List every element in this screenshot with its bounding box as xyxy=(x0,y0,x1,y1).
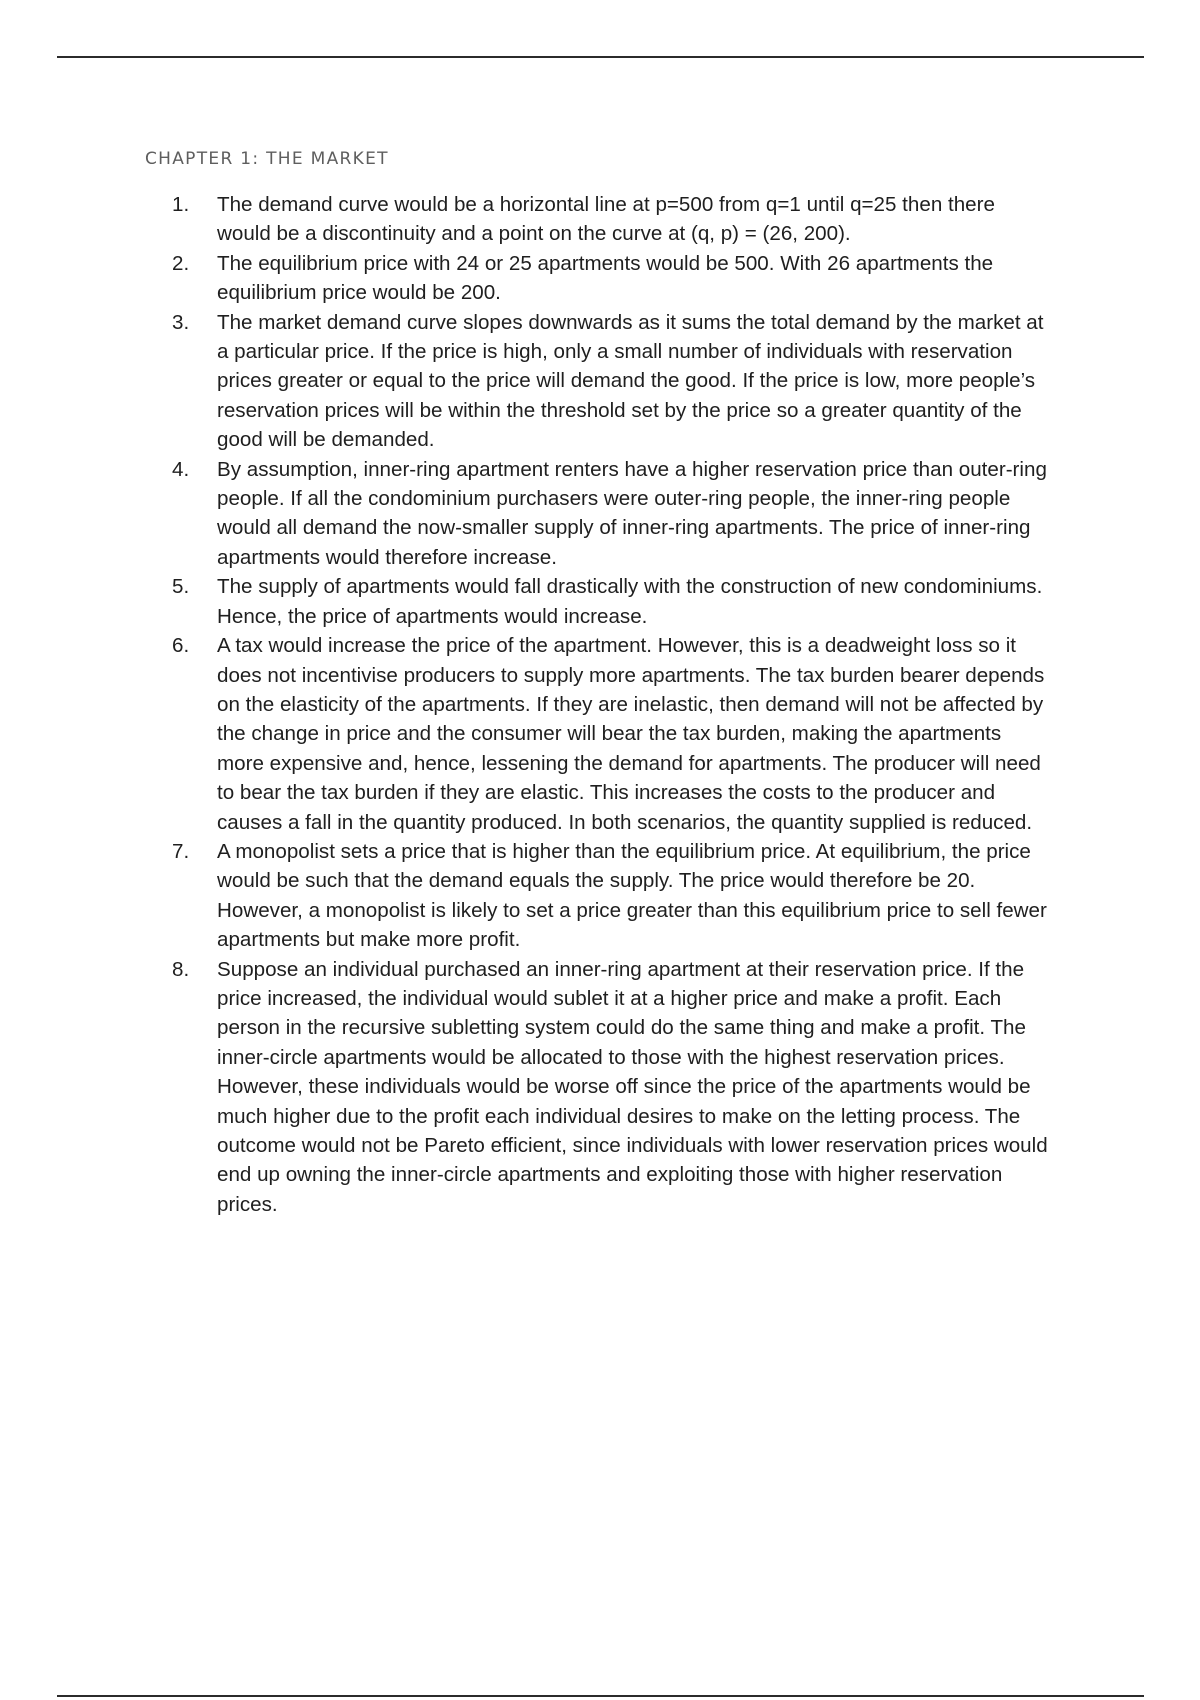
answer-item-7 xyxy=(172,837,1052,955)
answer-item-4 xyxy=(172,455,1052,573)
item-text: The demand curve would be a horizontal line at p=500 from q=1 until q=25 then there would be a discontinuity and a point on the curve at (q, p) = (26, 200). xyxy=(217,193,995,246)
item-text: A tax would increase the price of the apartment. However, this is a deadweight loss so it does not incentivise producers to supply more apartments. The tax burden bearer depends on the elasticity of the apartments. If they are inelastic, then demand will not be affected by the change in price and the consumer will bear the tax burden, making the apartments more expensive and, hence, lessening the demand for apartments. The producer will need to bear the tax burden if they are elastic. This increases the costs to the producer and causes a fall in the quantity produced. In both scenarios, the quantity supplied is reduced. xyxy=(217,634,1045,834)
item-number: 7. xyxy=(172,839,190,863)
item-text: A monopolist sets a price that is higher than the equilibrium price. At equilibrium, the price would be such that the demand equals the supply. The price would therefore be 20. However, a monopolist is likely to set a price greater than this equilibrium price to sell fewer apartments but make more profit. xyxy=(217,839,1047,952)
item-text: Suppose an individual purchased an inner-ring apartment at their reservation price. If the price increased, the individual would sublet it at a higher price and make a profit. Each person in the recursive subletting system could do the same thing and make a profit. The inner-circle apartments would be allocated to those with the highest reservation prices. However, these individuals would be worse off since the price of the apartments would be much higher due to the profit each individual desires to make on the letting process. The outcome would not be Pareto efficient, since individuals with lower reservation prices would end up owning the inner-circle apartments and exploiting those with higher reservation prices. xyxy=(217,957,1048,1216)
answer-item-6 xyxy=(172,631,1052,837)
item-text: The market demand curve slopes downwards as it sums the total demand by the market at a particular price. If the price is high, only a small number of individuals with reservation prices greater or equal to the price will demand the good. If the price is low, more people’s reservation prices will be within the threshold set by the price so a greater quantity of the good will be demanded. xyxy=(217,310,1044,452)
chapter-heading: CHAPTER 1: THE MARKET xyxy=(145,149,389,169)
bottom-divider xyxy=(57,1695,1144,1697)
item-number: 2. xyxy=(172,251,190,275)
item-number: 5. xyxy=(172,575,190,599)
item-number: 3. xyxy=(172,310,190,334)
item-number: 1. xyxy=(172,193,190,216)
item-number: 4. xyxy=(172,457,190,481)
item-number: 8. xyxy=(172,957,190,981)
item-text: The equilibrium price with 24 or 25 apartments would be 500. With 26 apartments the equilibrium price would be 200. xyxy=(217,251,994,305)
answer-item-5 xyxy=(172,572,1052,631)
item-text: By assumption, inner-ring apartment renters have a higher reservation price than outer-ring people. If all the condominium purchasers were outer-ring people, the inner-ring people would all demand the now-smaller supply of inner-ring apartments. The price of inner-ring apartments would therefore increase. xyxy=(217,457,1047,569)
answer-item-3 xyxy=(172,308,1052,455)
item-number: 6. xyxy=(172,634,190,658)
answer-item-1 xyxy=(172,190,1052,249)
answer-item-8 xyxy=(172,955,1052,1220)
answer-item-2 xyxy=(172,249,1052,308)
item-text: The supply of apartments would fall drastically with the construction of new condominiums. Hence, the price of apartments would increase. xyxy=(217,575,1043,628)
answer-list xyxy=(172,190,1052,1219)
top-divider xyxy=(57,56,1144,58)
